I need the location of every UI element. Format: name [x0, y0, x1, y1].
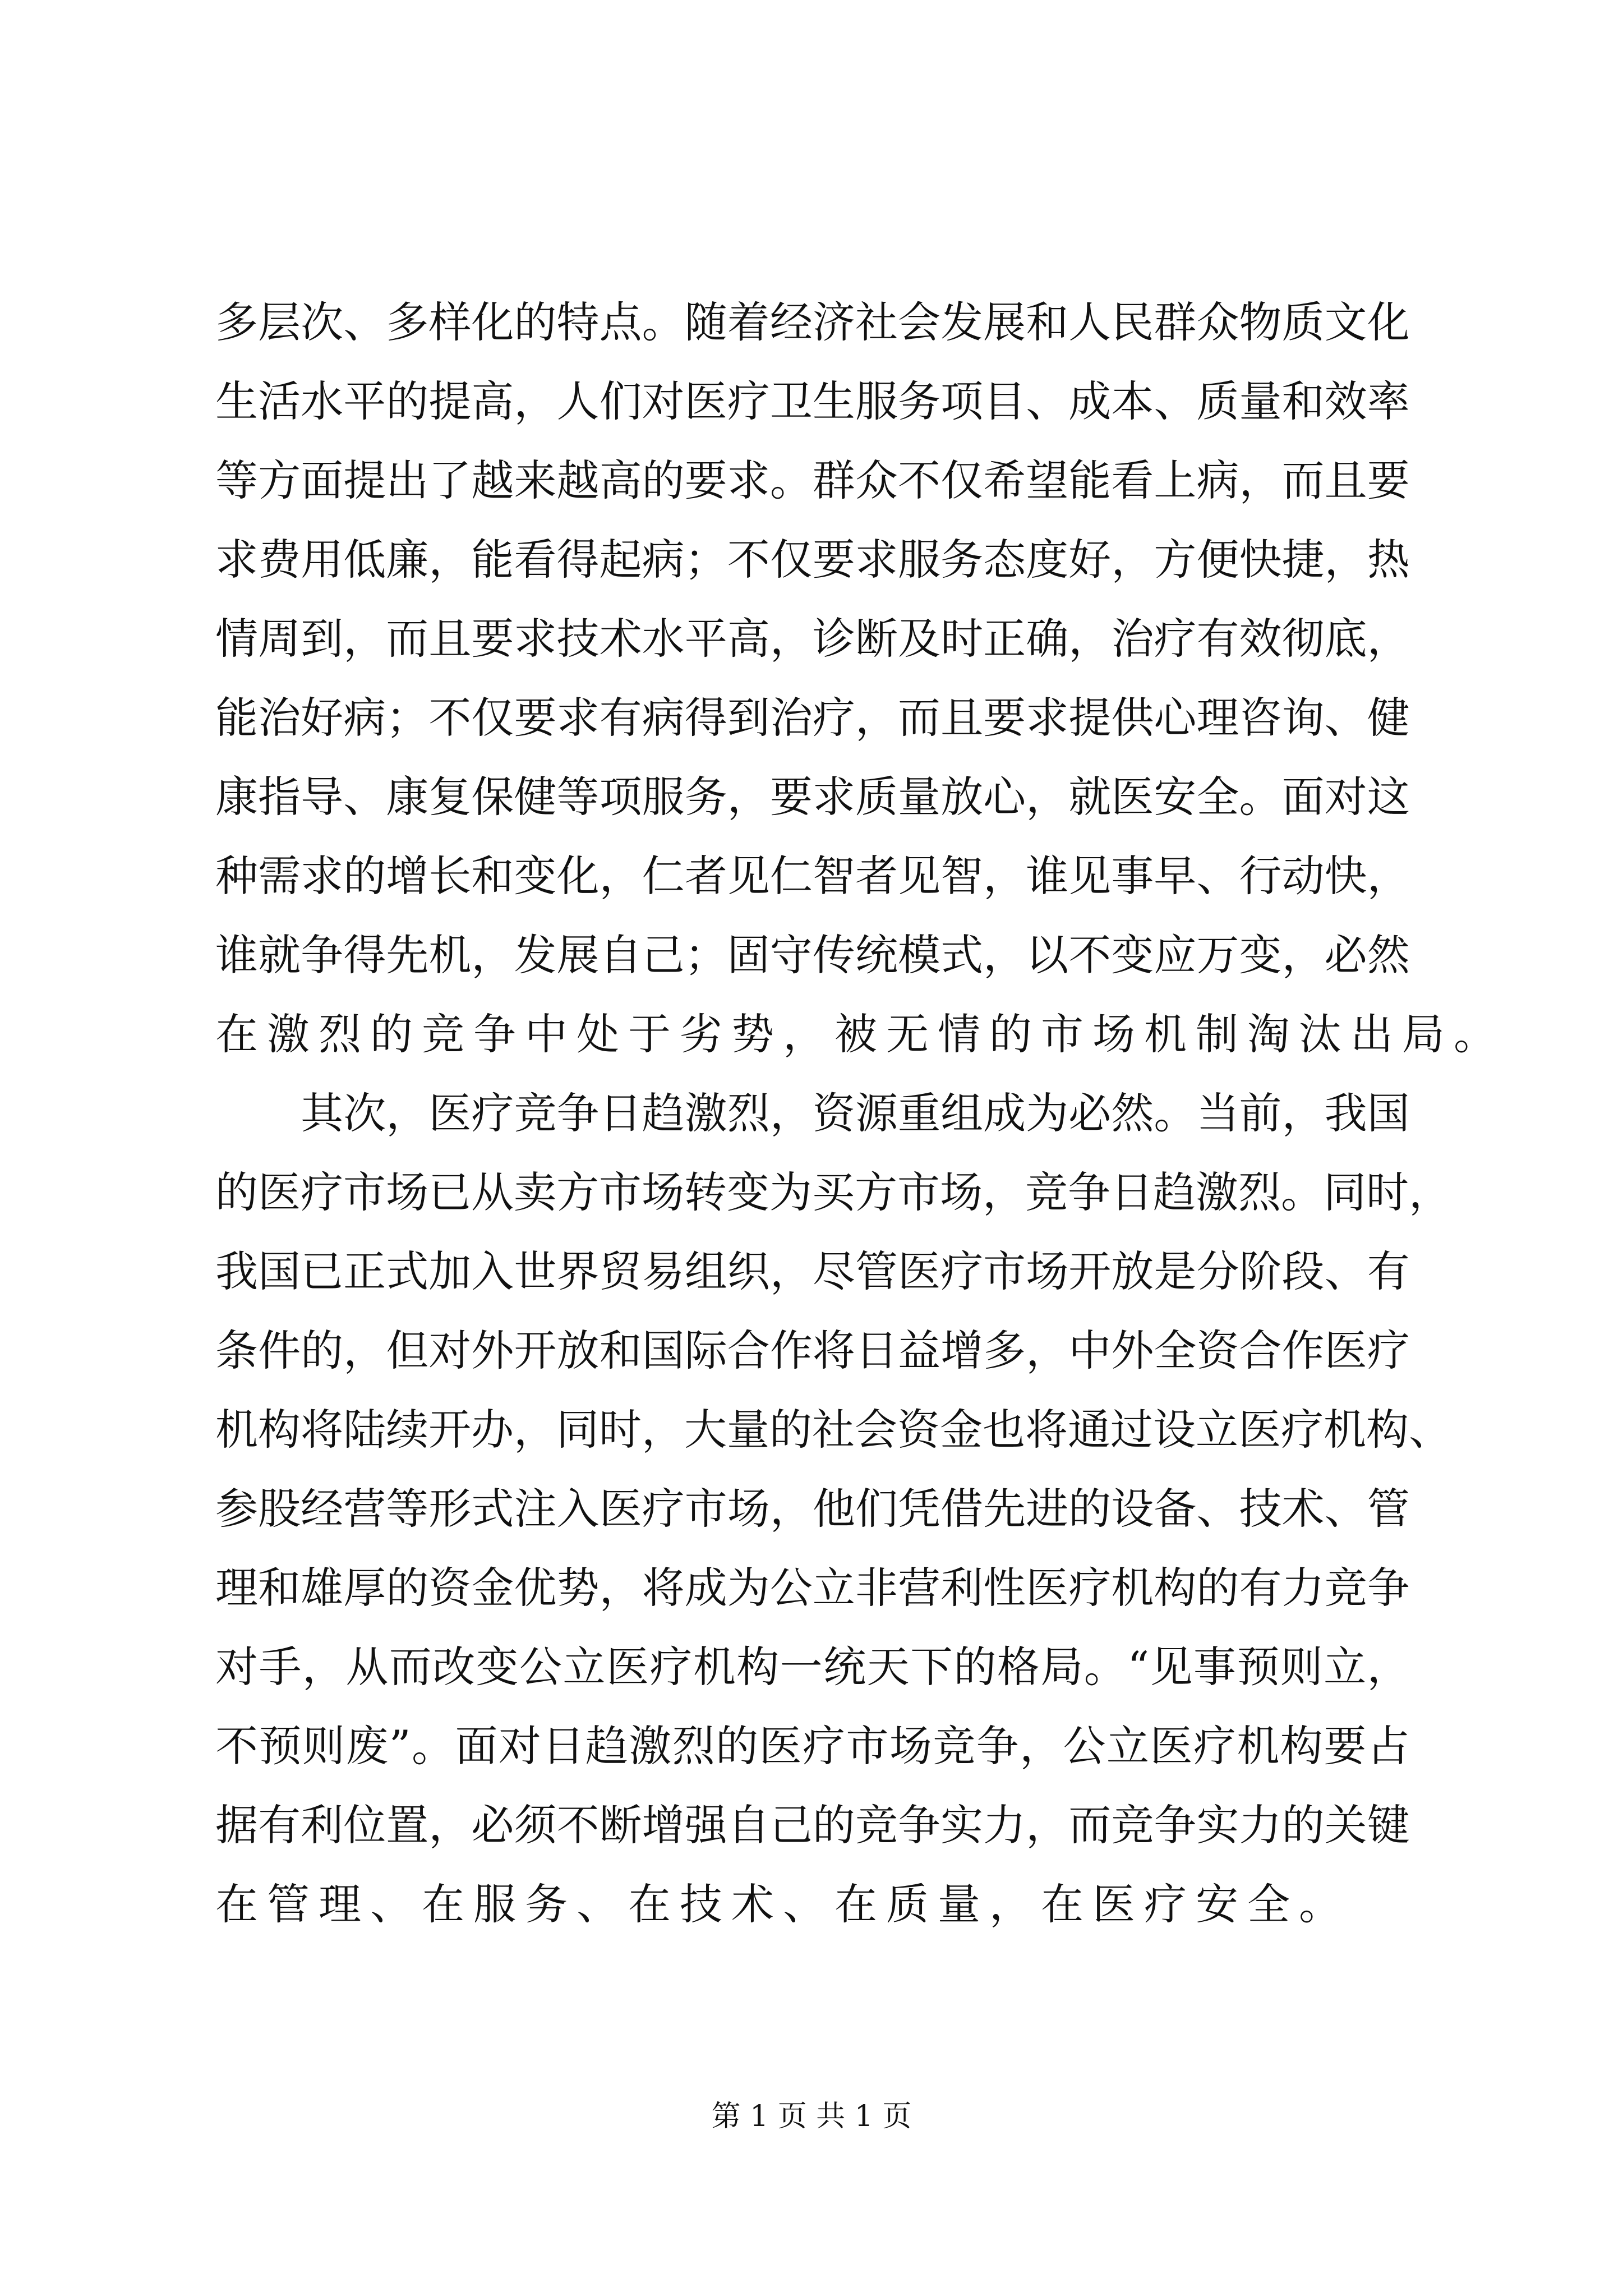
text-line: 多 层 次 、 多 样 化 的 特 点 。 随 着 经 济 社 会 发 展 和 人 民 群 众 物 质 文 化 [215, 297, 1410, 347]
text-line: 康 指 导 、 康 复 保 健 等 项 服 务 ， 要 求 质 量 放 心 ， 就 医 安 全 。 面 对 这 [215, 772, 1410, 822]
text-line: 理 和 雄 厚 的 资 金 优 势 ， 将 成 为 公 立 非 营 利 性 医 疗 机 构 的 有 力 竞 争 [215, 1563, 1410, 1613]
text-line: 据 有 利 位 置 ， 必 须 不 断 增 强 自 己 的 竞 争 实 力 ， 而 竞 争 实 力 的 关 键 [215, 1800, 1410, 1850]
paragraph-start-line: 其 次 ， 医 疗 竞 争 日 趋 激 烈 ， 资 源 重 组 成 为 必 然 。 当 前 ， 我 国 [301, 1088, 1410, 1138]
text-line: 的 医 疗 市 场 已 从 卖 方 市 场 转 变 为 买 方 市 场 ， 竞 争 日 趋 激 烈 。 同 时 ， [215, 1167, 1451, 1217]
text-line: 对 手 ， 从 而 改 变 公 立 医 疗 机 构 一 统 天 下 的 格 局 。 “ 见 事 预 则 立 ， [215, 1642, 1410, 1692]
text-line: 我 国 已 正 式 加 入 世 界 贸 易 组 织 ， 尽 管 医 疗 市 场 开 放 是 分 阶 段 、 有 [215, 1246, 1410, 1296]
text-line: 条 件 的 ， 但 对 外 开 放 和 国 际 合 作 将 日 益 增 多 ， 中 外 全 资 合 作 医 疗 [215, 1326, 1410, 1375]
text-line: 能 治 好 病 ； 不 仅 要 求 有 病 得 到 治 疗 ， 而 且 要 求 提 供 心 理 咨 询 、 健 [215, 693, 1410, 743]
text-line: 在 管 理 、 在 服 务 、 在 技 术 、 在 质 量 ， 在 医 疗 安 全 。 [215, 1879, 1341, 1929]
text-line: 在 激 烈 的 竞 争 中 处 于 劣 势 ， 被 无 情 的 市 场 机 制 淘 汰 出 局 。 [215, 1009, 1496, 1059]
text-line: 求 费 用 低 廉 ， 能 看 得 起 病 ； 不 仅 要 求 服 务 态 度 好 ， 方 便 快 捷 ， 热 [215, 535, 1410, 585]
text-line: 种 需 求 的 增 长 和 变 化 ， 仁 者 见 仁 智 者 见 智 ， 谁 见 事 早 、 行 动 快 ， [215, 851, 1410, 901]
text-line: 情 周 到 ， 而 且 要 求 技 术 水 平 高 ， 诊 断 及 时 正 确 ， 治 疗 有 效 彻 底 ， [215, 614, 1410, 664]
page-footer: 第 1 页 共 1 页 [711, 2100, 912, 2133]
text-line: 生 活 水 平 的 提 高 ， 人 们 对 医 疗 卫 生 服 务 项 目 、 成 本 、 质 量 和 效 率 [215, 376, 1410, 426]
text-line: 机 构 将 陆 续 开 办 ， 同 时 ， 大 量 的 社 会 资 金 也 将 通 过 设 立 医 疗 机 构 、 [215, 1405, 1451, 1455]
text-line: 不 预 则 废 ” 。 面 对 日 趋 激 烈 的 医 疗 市 场 竞 争 ， 公 立 医 疗 机 构 要 占 [215, 1721, 1410, 1771]
text-line: 等 方 面 提 出 了 越 来 越 高 的 要 求 。 群 众 不 仅 希 望 能 看 上 病 ， 而 且 要 [215, 455, 1410, 505]
text-line: 参 股 经 营 等 形 式 注 入 医 疗 市 场 ， 他 们 凭 借 先 进 的 设 备 、 技 术 、 管 [215, 1484, 1410, 1534]
text-line: 谁 就 争 得 先 机 ， 发 展 自 己 ； 固 守 传 统 模 式 ， 以 不 变 应 万 变 ， 必 然 [215, 930, 1410, 980]
